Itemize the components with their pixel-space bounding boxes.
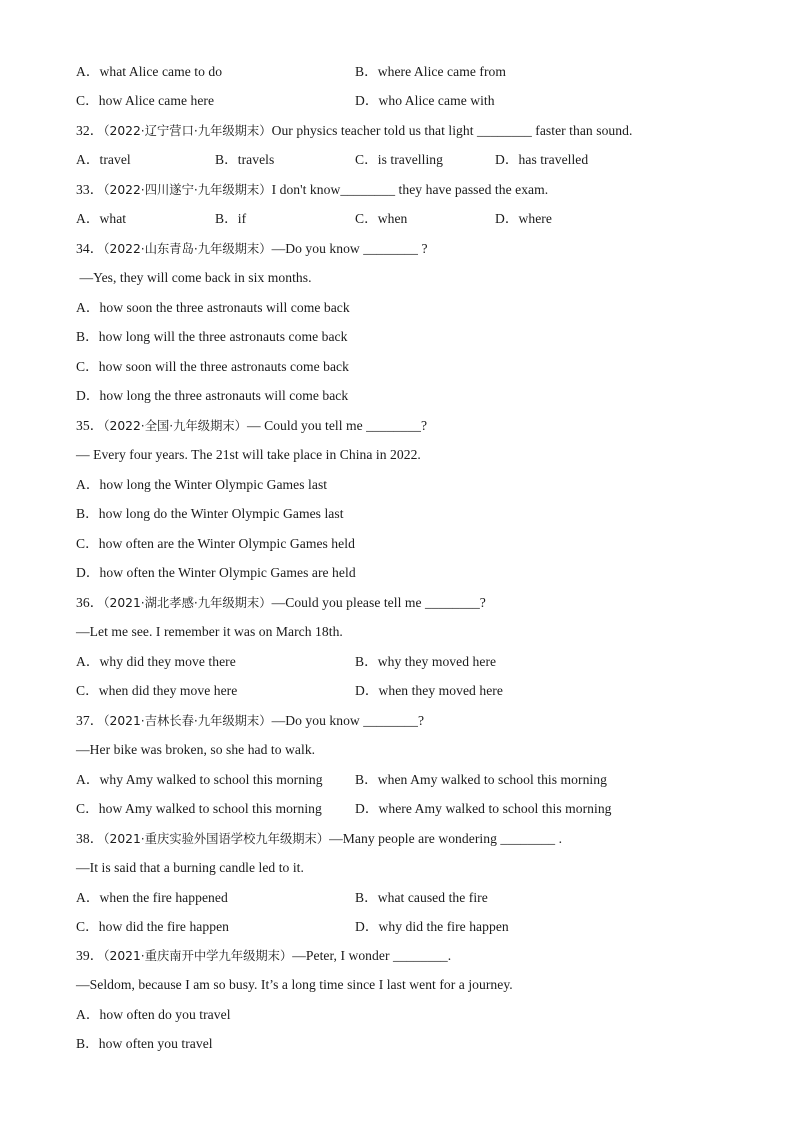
answer-option: C．how Amy walked to school this morning	[76, 801, 322, 816]
answer-option: D．who Alice came with	[355, 93, 495, 108]
answer-option: B．how long will the three astronauts come back	[76, 329, 348, 344]
question-number: 35．	[76, 418, 104, 433]
answer-option: C．how did the fire happen	[76, 919, 230, 934]
question-number: 32．	[76, 123, 104, 138]
answer-option: C．how soon will the three astronauts come back	[76, 359, 349, 374]
question-stem	[76, 121, 632, 141]
dialogue-line: — Every four years. The 21st will take place in China in 2022.	[76, 447, 421, 462]
question-number: 33．	[76, 182, 104, 197]
question-text: I don't know________ they have passed the exam.	[271, 182, 549, 197]
answer-option: C．when did they move here	[76, 683, 238, 698]
answer-option: B．how long do the Winter Olympic Games last	[76, 506, 344, 521]
question-text: —Do you know ________ ?	[271, 241, 428, 256]
answer-option: B．why they moved here	[355, 654, 497, 669]
question-source: （2022·山东青岛·九年级期末）	[103, 242, 272, 256]
question-text: —Do you know ________?	[271, 713, 425, 728]
answer-option: A．how long the Winter Olympic Games last	[76, 477, 328, 492]
question-source: （2022·四川遂宁·九年级期末）	[103, 183, 272, 197]
answer-option: A．how soon the three astronauts will come back	[76, 300, 350, 315]
question-stem	[76, 711, 424, 731]
question-text: —Peter, I wonder ________.	[292, 948, 452, 963]
answer-option: A．when the fire happened	[76, 890, 228, 905]
question-number: 38．	[76, 831, 104, 846]
answer-option: C．when	[355, 211, 408, 226]
question-number: 34．	[76, 241, 104, 256]
answer-option: B．where Alice came from	[355, 64, 506, 79]
question-stem	[76, 416, 427, 436]
question-stem	[76, 829, 562, 849]
question-number: 39．	[76, 948, 104, 963]
answer-option: A．how often do you travel	[76, 1007, 231, 1022]
answer-option: B．when Amy walked to school this morning	[355, 772, 607, 787]
question-source: （2022·全国·九年级期末）	[103, 419, 247, 433]
question-stem	[76, 946, 451, 966]
question-stem	[76, 593, 486, 613]
question-text: —Could you please tell me ________?	[271, 595, 486, 610]
answer-option: D．why did the fire happen	[355, 919, 509, 934]
answer-option: C．how often are the Winter Olympic Games held	[76, 536, 355, 551]
answer-option: D．how often the Winter Olympic Games are held	[76, 565, 356, 580]
question-source: （2021·重庆实验外国语学校九年级期末）	[103, 832, 330, 846]
question-source: （2021·重庆南开中学九年级期末）	[103, 949, 293, 963]
answer-option: A．what	[76, 211, 127, 226]
answer-option: D．when they moved here	[355, 683, 503, 698]
answer-option: D．where Amy walked to school this morning	[355, 801, 612, 816]
dialogue-line: —Yes, they will come back in six months.	[76, 270, 312, 285]
answer-option: B．how often you travel	[76, 1036, 213, 1051]
question-source: （2022·辽宁营口·九年级期末）	[103, 124, 272, 138]
answer-option: C．how Alice came here	[76, 93, 215, 108]
question-text: —Many people are wondering ________ .	[329, 831, 563, 846]
question-text: — Could you tell me ________?	[246, 418, 428, 433]
answer-option: B．what caused the fire	[355, 890, 488, 905]
answer-option: A．travel	[76, 152, 131, 167]
dialogue-line: —Her bike was broken, so she had to walk.	[76, 742, 316, 757]
question-number: 37．	[76, 713, 104, 728]
answer-option: D．how long the three astronauts will come back	[76, 388, 349, 403]
question-stem	[76, 180, 548, 200]
question-stem	[76, 239, 428, 259]
question-text: Our physics teacher told us that light ________ faster than sound.	[271, 123, 633, 138]
answer-option: B．if	[215, 211, 247, 226]
answer-option: D．where	[495, 211, 552, 226]
answer-option: D．has travelled	[495, 152, 589, 167]
dialogue-line: —It is said that a burning candle led to it.	[76, 860, 304, 875]
question-source: （2021·湖北孝感·九年级期末）	[103, 596, 272, 610]
answer-option: A．what Alice came to do	[76, 64, 223, 79]
answer-option: C．is travelling	[355, 152, 443, 167]
answer-option: A．why Amy walked to school this morning	[76, 772, 323, 787]
answer-option: A．why did they move there	[76, 654, 236, 669]
question-source: （2021·吉林长春·九年级期末）	[103, 714, 272, 728]
answer-option: B．travels	[215, 152, 275, 167]
dialogue-line: —Let me see. I remember it was on March 18th.	[76, 624, 343, 639]
dialogue-line: —Seldom, because I am so busy. It’s a long time since I last went for a journey.	[76, 977, 513, 992]
question-number: 36．	[76, 595, 104, 610]
